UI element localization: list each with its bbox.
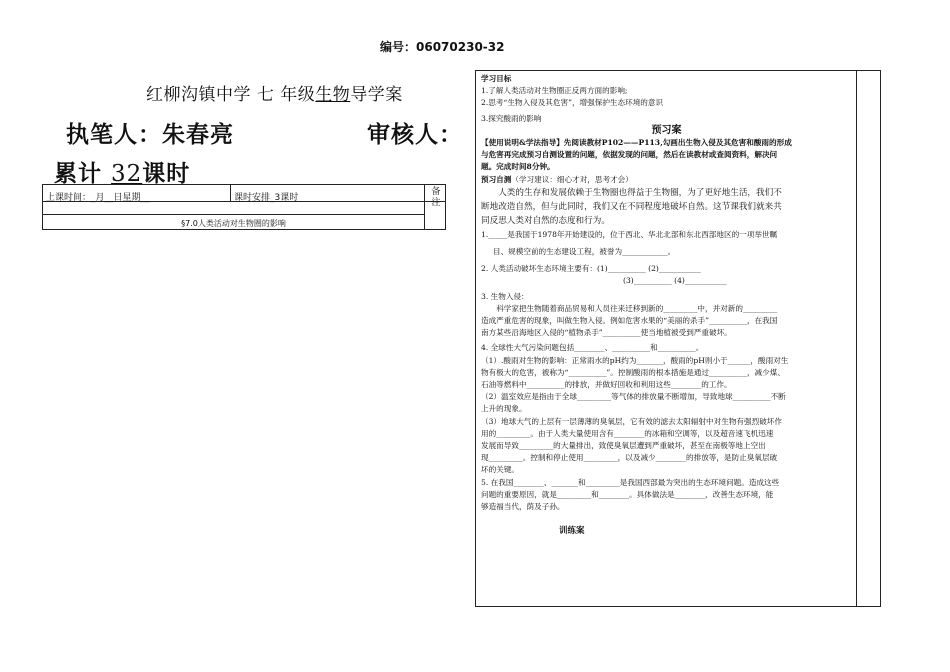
question-5-line: 问题的重要原因，就是_________和________。具体做法是________，改善生态环境，能 (481, 489, 774, 499)
table-divider (230, 185, 231, 201)
goal-item: 3.探究酸雨的影响 (481, 113, 542, 123)
question-1-line: 1._____是我国于1978年开始建设的，位于西北、华北北部和东北西部地区的一项举世瞩 (481, 229, 778, 239)
question-4-line: 石油等燃料中__________的排放，并做好回收和利用这些________的工作。 (481, 379, 732, 389)
checker-label: 审核人： (367, 122, 463, 148)
document-code: 编号：06070230-32 (380, 40, 505, 54)
goal-item: 1.了解人类活动对生物圈正反两方面的影响; (481, 86, 628, 96)
question-4-line: 用的_________。由于人类大量使用含有________的冰箱和空调等，以及超音速飞机迅速 (481, 428, 774, 438)
question-5-line: 够造福当代，荫及子孙。 (481, 501, 565, 511)
intro-line: 人类的生存和发展依赖于生物圈也得益于生物圈，为了更好地生活，我们不 (498, 187, 782, 198)
lesson-info-table (42, 184, 446, 230)
total-prefix: 累计 (54, 161, 102, 187)
school-title-prefix: 红柳沟镇中学 七 年级 (146, 85, 316, 105)
class-time-cell: 上课时间：_月__日星期__ (46, 193, 150, 203)
question-4-line: 发展而导致_________的大量排出，致使臭氧层遭到严重破坏，甚至在南极等地上空出 (481, 440, 766, 450)
selftest-title: 预习自测 (481, 174, 512, 184)
study-guide-content (476, 71, 857, 606)
instruction-line: 【使用说明&学法指导】先阅读教材P102——P113,勾画出生物入侵及其危害和酸雨的形成 (481, 138, 792, 148)
question-2-line: (3)__________ (4)___________ (623, 276, 727, 286)
question-4-line: 物有极大的危害，被称为“__________”。控制酸雨的根本措施是通过__________，减少煤、 (481, 367, 785, 377)
goals-title: 学习目标 (481, 74, 512, 83)
question-3-line: 3. 生物入侵： (481, 291, 529, 301)
question-3-line: 造成严重危害的现象，叫做生物入侵。例如危害水果的“美丽的杀手”__________，在我国 (481, 315, 778, 325)
question-3-line: 科学家把生物随着商品贸易和人员往来迁移到新的_________中，并对新的_________ (496, 303, 778, 313)
schedule-cell: 课时安排_3课时 (234, 193, 299, 203)
question-4-line: 坏的关键。 (481, 465, 519, 475)
question-4-line: （3）地球大气的上层有一层薄薄的臭氧层，它有效的滤去太阳辐射中对生物有强烈破坏作 (481, 416, 782, 426)
topic-cell: §7.0人类活动对生物圈的影响 (181, 219, 286, 228)
question-2-line: 2. 人类活动破坏生态环境主要有：(1)__________ (2)___________ (481, 264, 701, 274)
total-suffix: 课时 (142, 161, 191, 187)
intro-line: 断地改造自然，但与此同时，我们又在不同程度地破坏自然。这节课我们就来共 (481, 202, 782, 213)
school-title (146, 80, 403, 105)
question-4-line: 4. 全球性大气污染问题包括________、__________和__________。 (481, 343, 704, 353)
instruction-line: 题。完成时间8分钟。 (481, 162, 555, 172)
notes-cell: 备注 (431, 187, 441, 208)
question-5-line: 5. 在我国________、_______和_________是我国西部最为突出的生态环境问题。造成这些 (481, 477, 780, 487)
intro-line: 同反思人类对自然的态度和行为。 (481, 216, 610, 227)
school-title-suffix: 导学案 (350, 85, 403, 105)
selftest-heading (481, 174, 852, 186)
preview-title: 预习案 (651, 124, 682, 136)
question-4-line: （1）.酸雨对生物的影响：正常雨水的pH约为_______，酸雨的pH则小于______，酸雨对生 (481, 355, 789, 365)
selftest-hint: （学习建议：细心才对，思考才会） (511, 174, 633, 184)
writer-label: 执笔人：朱春亮 (66, 122, 234, 148)
question-4-line: 现_________。控制和停止使用_________，以及减少________的排放等，是防止臭氧层破 (481, 453, 778, 463)
table-divider (43, 214, 424, 215)
study-guide-panel (475, 70, 881, 607)
question-3-line: 南方某些沿海地区入侵的“植物杀手”__________使当地植被受到严重破坏。 (481, 328, 732, 338)
goal-item: 2.思考“生物入侵及其危害”，增强保护生态环境的意识 (481, 98, 664, 108)
table-divider (424, 185, 425, 229)
question-1-line: 目、规模空前的生态建设工程，被誉为____________。 (493, 246, 676, 256)
total-number: 32 (111, 161, 143, 187)
instruction-line: 与危害再完成预习自测设置的问题，依据发现的问题，然后在读教材或查阅资料，解决问 (481, 150, 778, 160)
subject-name: 生物 (315, 85, 351, 105)
question-4-line: 上升的现象。 (481, 404, 527, 414)
question-4-line: （2）温室效应是指由于全球_________等气体的排放量不断增加，导致地球__________不断 (481, 392, 786, 402)
practice-title: 训练案 (559, 526, 585, 537)
